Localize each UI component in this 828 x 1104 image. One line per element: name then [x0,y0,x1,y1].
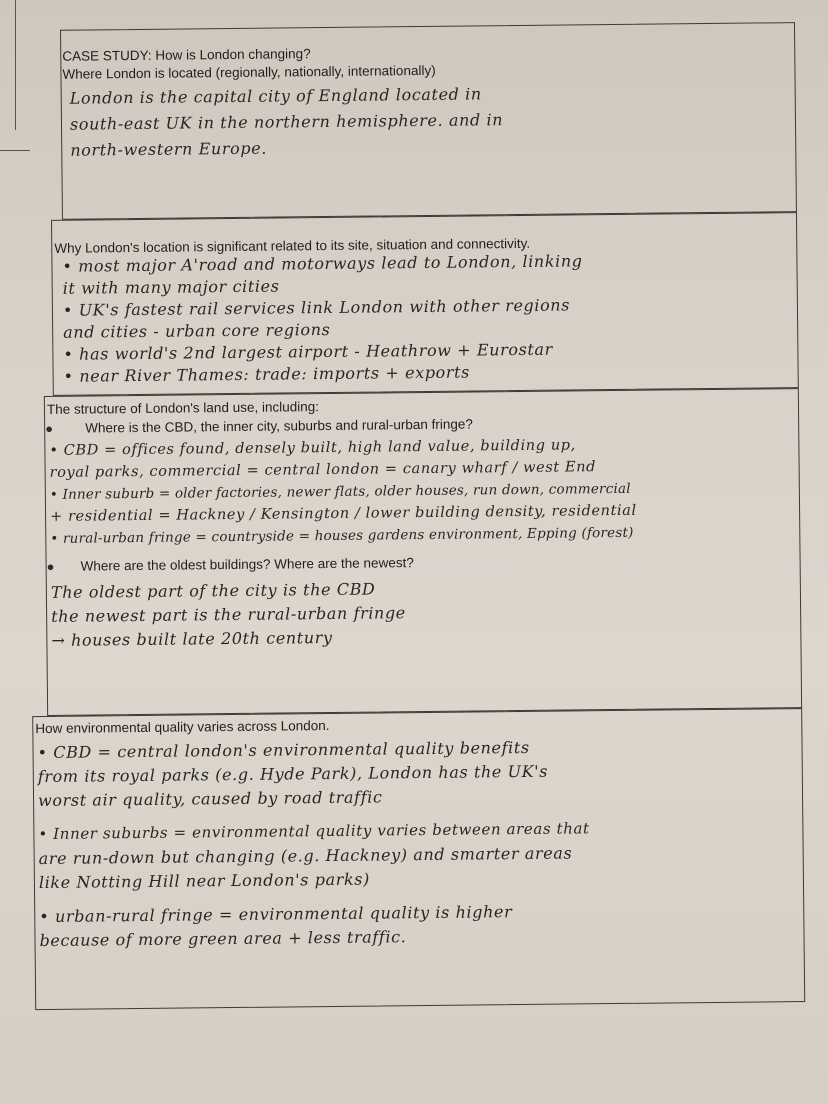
significance-answer-5: • has world's 2nd largest airport - Heathrow + Eurostar [63,339,553,364]
environment-answer-5: are run-down but changing (e.g. Hackney) and smarter areas [38,843,573,869]
page-edge-line [15,0,16,130]
location-answer-line-2: south-east UK in the northern hemisphere. and in [69,110,504,134]
significance-answer-4: and cities - urban core regions [63,319,331,342]
significance-answer-3: • UK's fastest rail services link London with other regions [62,295,571,320]
structure-question: The structure of London's land use, including: [46,399,320,417]
environment-answer-8: because of more green area + less traffic. [39,927,407,951]
location-answer-line-1: London is the capital city of England located in [69,84,482,108]
structure-bullet-2: Where are the oldest buildings? Where are the newest? [80,555,414,574]
significance-box [51,212,799,396]
location-question: Where London is located (regionally, nationally, internationally) [62,62,436,82]
structure-answer-3: • Inner suburb = older factories, newer flats, older houses, run down, commercial [49,480,631,503]
structure-answer-4: + residential = Hackney / Kensington / lower building density, residential [50,502,637,525]
bullet-dot-2: ● [46,558,55,574]
structure-answer-5: • rural-urban fringe = countryside = houses gardens environment, Epping (forest) [50,524,634,547]
location-answer-line-3: north-western Europe. [70,138,268,160]
significance-question: Why London's location is significant related to its site, situation and connectivity. [54,235,531,256]
structure-answer-7: the newest part is the rural-urban fringe [51,603,406,626]
structure-answer-1: • CBD = offices found, densely built, high land value, building up, [49,437,576,459]
bullet-dot-1: ● [45,420,54,436]
structure-answer-6: The oldest part of the city is the CBD [50,579,376,602]
environment-box [32,708,805,1010]
environment-answer-7: • urban-rural fringe = environmental quality is higher [39,902,513,927]
environment-answer-4: • Inner suburbs = environmental quality varies between areas that [38,819,590,844]
significance-answer-1: • most major A'road and motorways lead to London, linking [62,251,583,276]
structure-answer-8: → houses built late 20th century [51,627,333,650]
structure-bullet-1: Where is the CBD, the inner city, suburbs and rural-urban fringe? [85,416,473,436]
environment-answer-6: like Notting Hill near London's parks) [38,869,370,893]
environment-question: How environmental quality varies across London. [35,718,330,737]
significance-answer-6: • near River Thames: trade: imports + exports [63,362,471,386]
environment-answer-1: • CBD = central london's environmental quality benefits [37,737,530,763]
page-edge-tick [0,150,30,151]
structure-answer-2: royal parks, commercial = central london = canary wharf / west End [49,459,597,481]
environment-answer-3: worst air quality, caused by road traffic [37,787,383,811]
significance-answer-2: it with many major cities [62,276,280,298]
structure-box [44,388,802,716]
environment-answer-2: from its royal parks (e.g. Hyde Park), London has the UK's [37,761,549,787]
worksheet [35,22,805,1024]
case-study-title: CASE STUDY: How is London changing? [62,46,311,64]
location-box [60,22,797,220]
